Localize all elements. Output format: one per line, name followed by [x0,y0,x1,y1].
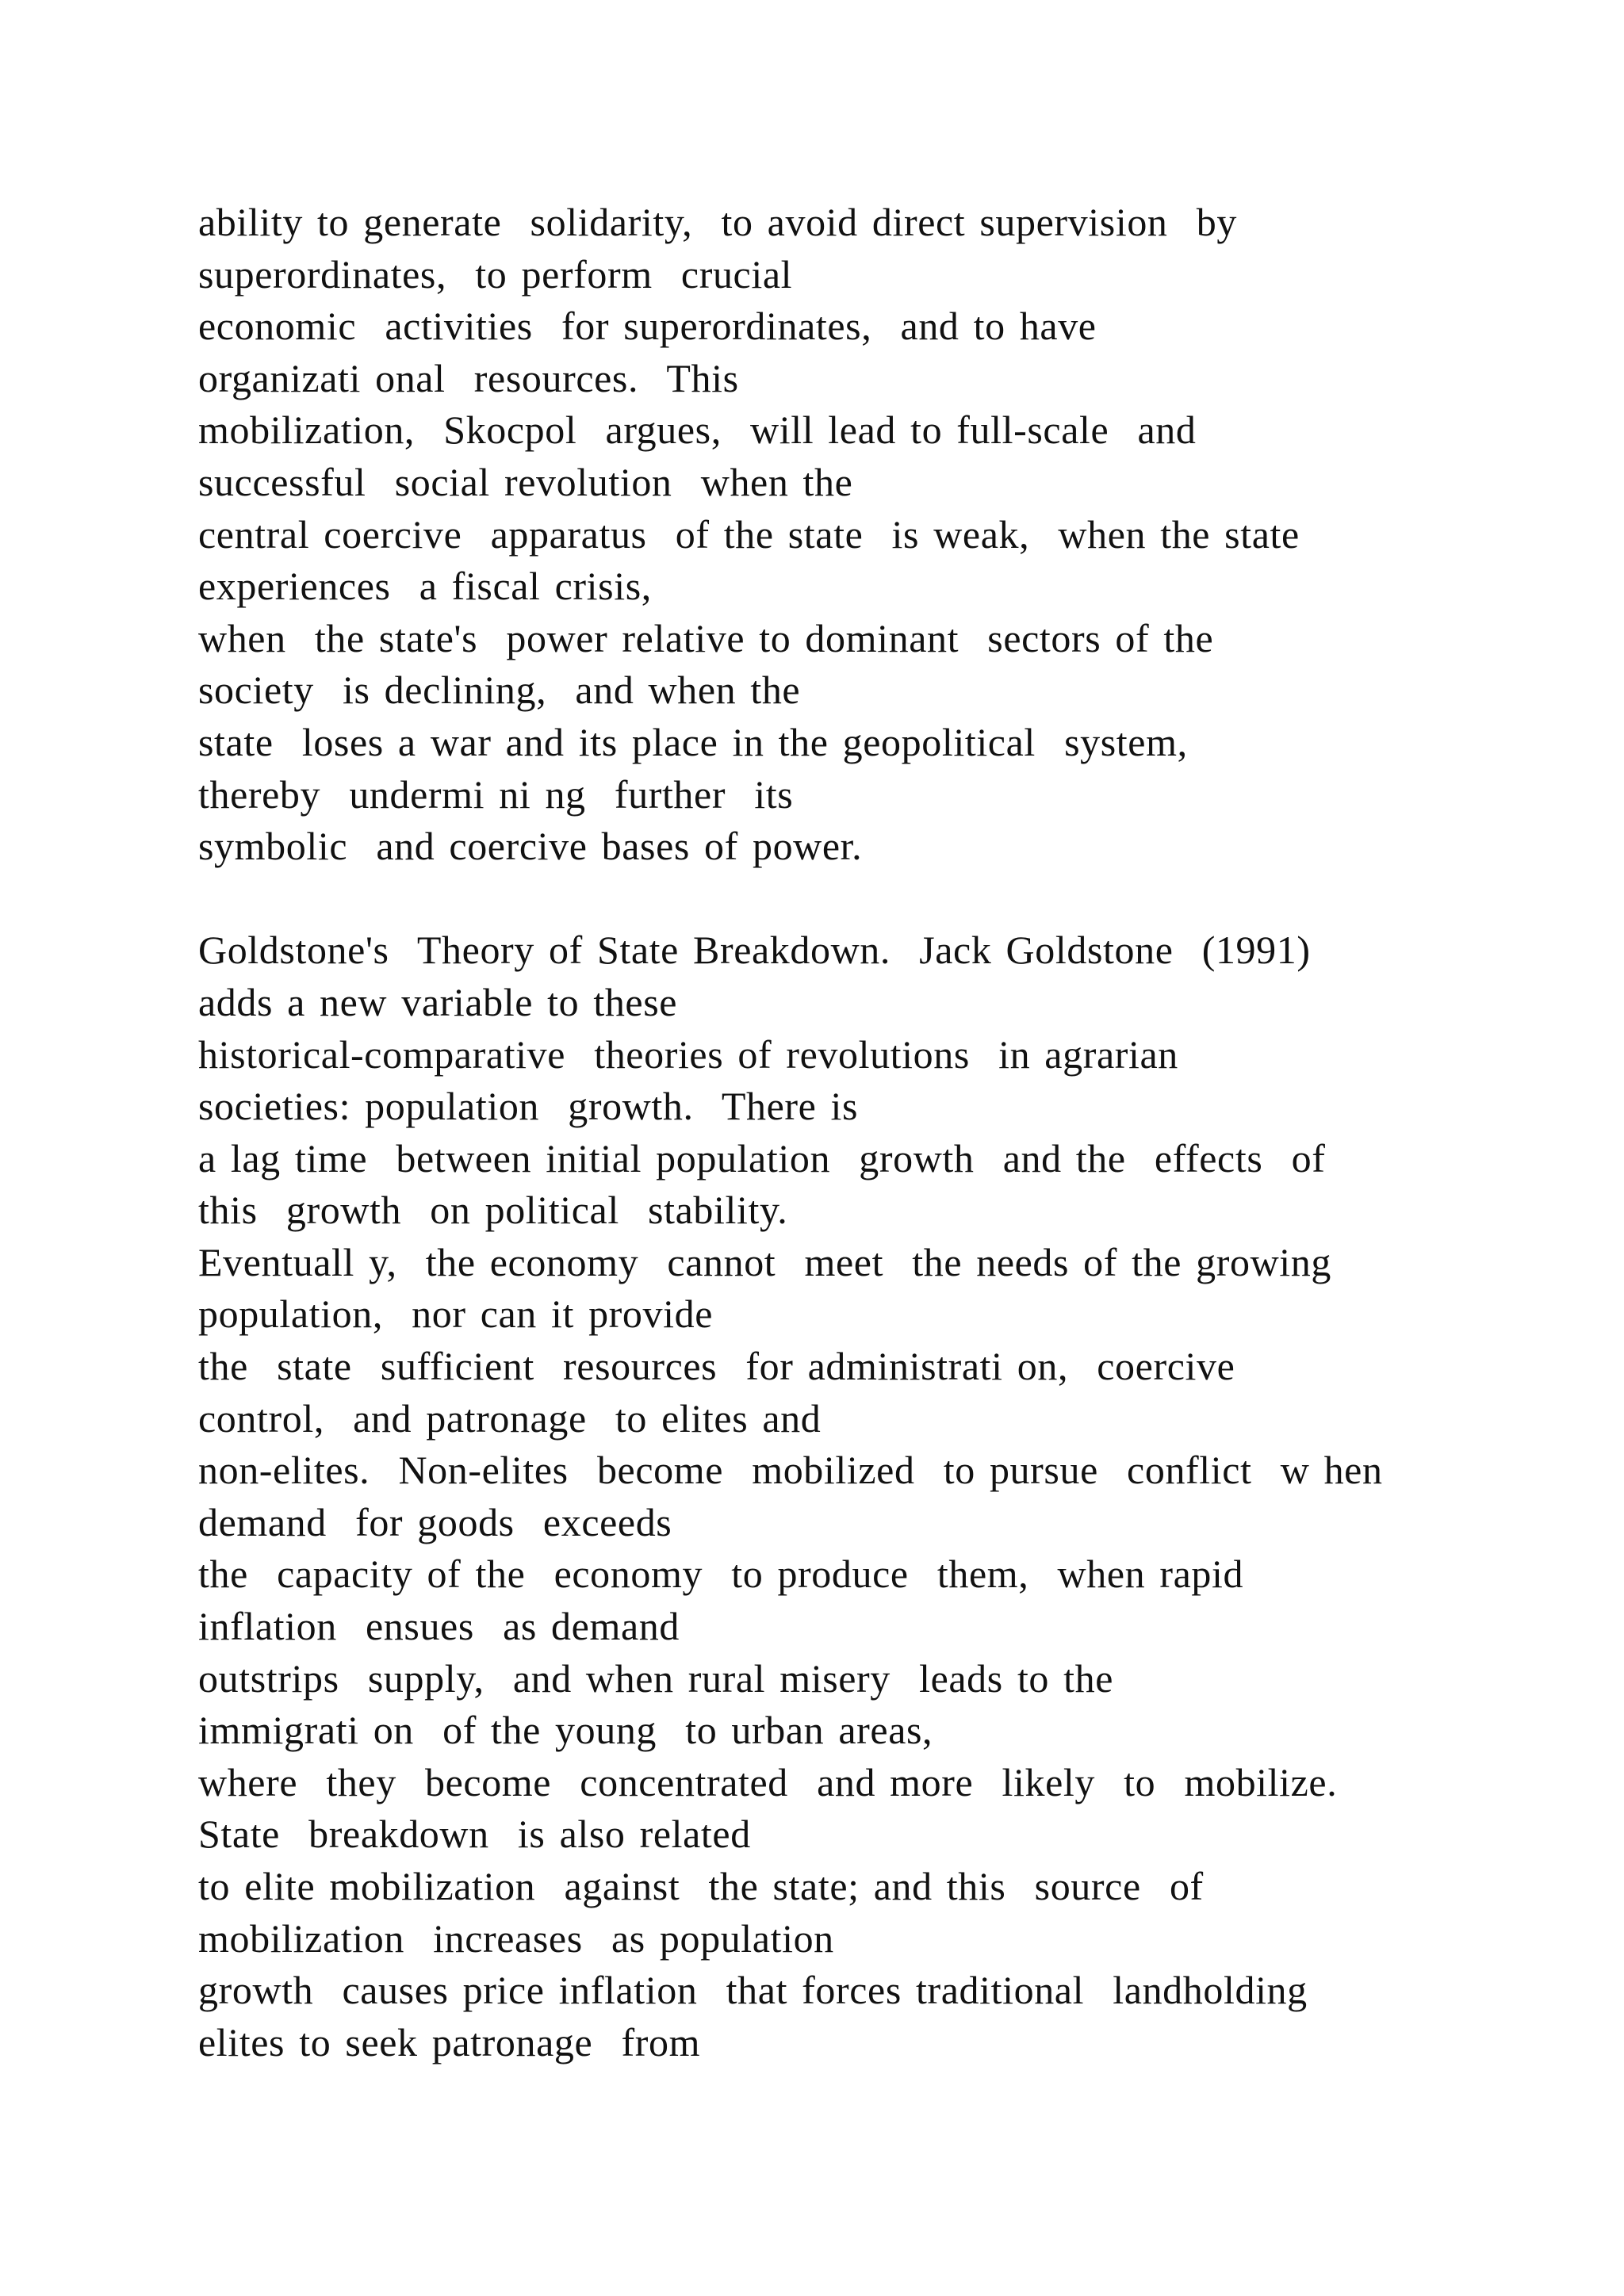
text-line: ability to generate solidarity, to avoid direct supervision by [198,200,1237,244]
text-line: the state sufficient resources for administrati on, coercive [198,1344,1235,1389]
text-line: historical-comparative theories of revolutions in agrarian [198,1031,1178,1077]
text-line: societies: population growth. There is [198,1084,859,1129]
text-line: experiences a fiscal crisis, [198,564,652,609]
text-line: to elite mobilization against the state; and this source of [198,1864,1204,1908]
text-line: when the state's power relative to dominant sectors of the [198,615,1214,660]
text-line: economic activities for superordinates, and to have [198,304,1097,349]
text-line: mobilization, Skocpol argues, will lead to full-scale and [198,408,1197,453]
text-line: this growth on political stability. [198,1188,788,1233]
text-line: thereby undermi ni ng further its [198,771,794,817]
text-line: demand for goods exceeds [198,1499,672,1544]
document-body [198,197,1546,2068]
text-line: successful social revolution when the [198,459,853,504]
text-line: organizati onal resources. This [198,355,739,400]
paragraph-skocpol [198,197,1546,873]
text-line: Eventuall y, the economy cannot meet the needs of the growing [198,1239,1331,1284]
text-line: immigrati on of the young to urban areas, [198,1708,933,1753]
text-line: adds a new variable to these [198,979,678,1024]
text-line: population, nor can it provide [198,1292,714,1337]
text-line: Goldstone's Theory of State Breakdown. Jack Goldstone (1991) [198,928,1311,973]
paragraph-break [198,873,1546,925]
text-line: State breakdown is also related [198,1812,751,1857]
text-line: the capacity of the economy to produce them, when rapid [198,1552,1244,1597]
text-line: outstrips supply, and when rural misery leads to the [198,1655,1114,1701]
text-line: growth causes price inflation that forces traditional landholding [198,1968,1308,2013]
text-line: mobilization increases as population [198,1915,834,1961]
text-line: where they become concentrated and more likely to mobilize. [198,1759,1338,1804]
text-line: central coercive apparatus of the state is weak, when the state [198,511,1300,557]
text-line: symbolic and coercive bases of power. [198,824,863,869]
text-line: state loses a war and its place in the geopolitical system, [198,719,1188,764]
paragraph-goldstone [198,924,1546,2068]
text-line: superordinates, to perform crucial [198,251,793,297]
text-line: society is declining, and when the [198,668,801,713]
text-line: a lag time between initial population growth and the effects of [198,1135,1326,1181]
text-line: inflation ensues as demand [198,1604,680,1649]
text-line: control, and patronage to elites and [198,1395,822,1441]
text-line: elites to seek patronage from [198,2019,701,2064]
text-line: non-elites. Non-elites become mobilized to pursue conflict w hen [198,1448,1383,1493]
